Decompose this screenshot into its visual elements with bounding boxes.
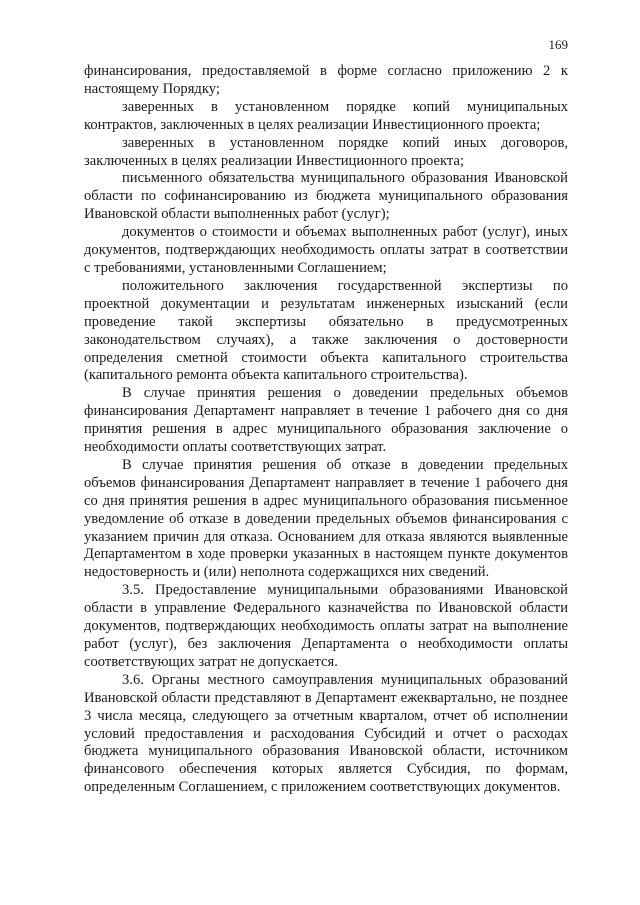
clause-3-6: 3.6. Органы местного самоуправления муниципальных образований Ивановской области представляют в Департамент ежеквартально, не позднее 3 числа месяца, следующего за отчетным кварталом, отчет об исполнении условий предоставления и расходования Субсидий и отчет о расходах бюджета муниципального образования Ивановской области, источником финансового обеспечения которых является Субсидия, по формам, определенным Соглашением, с приложением соответствующих документов. [84,671,568,796]
list-item-municipal-contracts: заверенных в установленном порядке копий муниципальных контрактов, заключенных в целях реализации Инвестиционного проекта; [84,98,568,133]
page-number: 169 [548,37,568,52]
document-body [84,63,568,797]
list-item-other-contracts: заверенных в установленном порядке копий иных договоров, заключенных в целях реализации Инвестиционного проекта; [84,134,568,169]
list-item-state-expertise: положительного заключения государственной экспертизы по проектной документации и результатам инженерных изысканий (если проведение такой экспертизы обязательно в предусмотренных законодательством случаях), а также заключения о достоверности определения сметной стоимости объекта капитального строительства (капитального ремонта объекта капитального строительства). [84,277,568,384]
list-item-cost-documents: документов о стоимости и объемах выполненных работ (услуг), иных документов, подтверждающих необходимость оплаты затрат в соответствии с требованиями, установленными Соглашением; [84,224,568,276]
list-item-cofinancing-obligation: письменного обязательства муниципального образования Ивановской области по софинансированию из бюджета муниципального образования Ивановской области выполненных работ (услуг); [84,170,568,223]
paragraph-refusal-decision: В случае принятия решения об отказе в доведении предельных объемов финансирования Департамент направляет в течение 1 рабочего дня со дня принятия решения в адрес муниципального образования письменное уведомление об отказе в доведении предельных объемов финансирования с указанием причин для отказа. Основанием для отказа являются выявленные Департаментом в ходе проверки указанных в настоящем пункте документов недостоверность и (или) неполнота содержащихся них сведений. [84,456,568,581]
clause-3-5: 3.5. Предоставление муниципальными образованиями Ивановской области в управление Федерального казначейства по Ивановской области документов, подтверждающих необходимость оплаты затрат на выполнение работ (услуг), без заключения Департамента о необходимости оплаты соответствующих затрат не допускается. [84,582,568,670]
paragraph-continuation: финансирования, предоставляемой в форме согласно приложению 2 к настоящему Порядку; [84,63,568,97]
paragraph-approval-decision: В случае принятия решения о доведении предельных объемов финансирования Департамент направляет в течение 1 рабочего дня со дня принятия решения в адрес муниципального образования заключение о необходимости оплаты соответствующих затрат. [84,385,568,456]
